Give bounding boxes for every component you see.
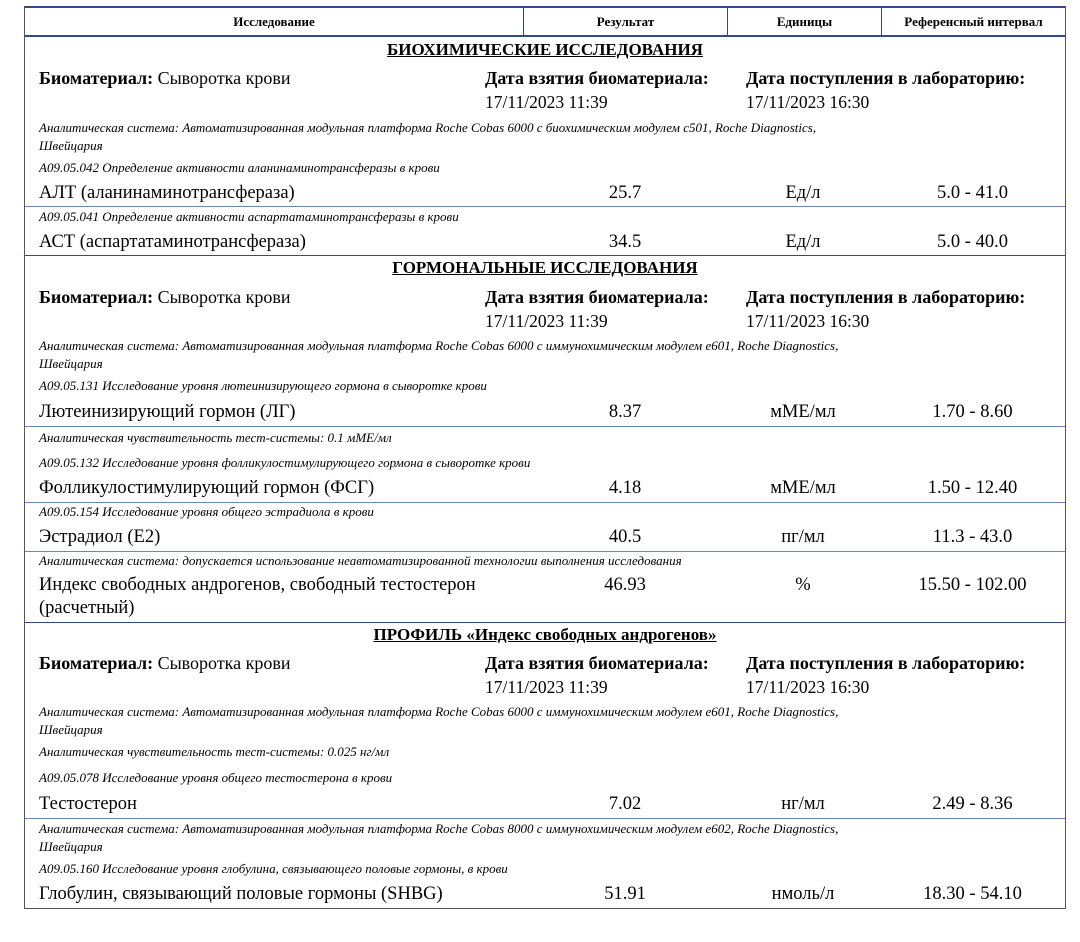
ref-alt: 5.0 - 41.0 <box>937 183 1008 203</box>
row-divider <box>25 551 1065 552</box>
biomaterial-line <box>39 653 291 674</box>
ref-lh: 1.70 - 8.60 <box>932 402 1013 422</box>
test-code: A09.05.160 Исследование уровня глобулина, связывающего половые гормоны, в крови <box>39 861 508 876</box>
ref-fai: 15.50 - 102.00 <box>918 575 1027 595</box>
sensitivity-note: Аналитическая чувствительность тест-системы: 0.1 мМЕ/мл <box>39 430 392 445</box>
test-name-e2: Эстрадиол (Е2) <box>39 527 161 547</box>
test-name-alt: АЛТ (аланинаминотрансфераза) <box>39 183 295 203</box>
ref-testosterone: 2.49 - 8.36 <box>932 794 1013 814</box>
result-fsh: 4.18 <box>608 478 642 498</box>
biomaterial-label: Биоматериал: <box>39 287 154 307</box>
result-alt: 25.7 <box>608 183 642 203</box>
test-name-ast: АСТ (аспартатаминотрансфераза) <box>39 232 306 252</box>
system-note-cont: Швейцария <box>39 839 103 854</box>
biomaterial-line <box>39 68 291 89</box>
result-ast: 34.5 <box>608 232 642 252</box>
date-taken-value: 17/11/2023 11:39 <box>485 311 608 331</box>
test-name-lh: Лютеинизирующий гормон (ЛГ) <box>39 402 296 422</box>
date-received-value: 17/11/2023 16:30 <box>746 92 870 112</box>
units-e2: пг/мл <box>781 527 825 547</box>
test-name-fsh: Фолликулостимулирующий гормон (ФСГ) <box>39 478 375 498</box>
section-title-profile: ПРОФИЛЬ «Индекс свободных андрогенов» <box>373 625 717 644</box>
test-code: A09.05.042 Определение активности аланинаминотрансферазы в крови <box>39 160 440 175</box>
result-fai: 46.93 <box>604 575 646 595</box>
date-received-value: 17/11/2023 16:30 <box>746 311 870 331</box>
units-shbg: нмоль/л <box>771 884 835 904</box>
system-note-cont: Швейцария <box>39 356 103 371</box>
date-taken-label: Дата взятия биоматериала: <box>485 653 709 673</box>
result-shbg: 51.91 <box>604 884 646 904</box>
units-fsh: мМЕ/мл <box>770 478 836 498</box>
units-fai: % <box>795 575 811 595</box>
biomaterial-label: Биоматериал: <box>39 653 154 673</box>
header-result: Результат <box>523 6 727 37</box>
section-title-hormonal: ГОРМОНАЛЬНЫЕ ИССЛЕДОВАНИЯ <box>392 258 698 277</box>
system-note: Аналитическая система: Автоматизированная модульная платформа Roche Cobas 6000 с иммунохимическим модулем e601, Roche Diagnostics, <box>39 704 839 719</box>
date-received-value: 17/11/2023 16:30 <box>746 677 870 697</box>
date-received-label: Дата поступления в лабораторию: <box>746 287 1026 307</box>
ref-ast: 5.0 - 40.0 <box>937 232 1008 252</box>
header-research: Исследование <box>25 6 523 37</box>
biomaterial-line <box>39 287 291 308</box>
ref-e2: 11.3 - 43.0 <box>932 527 1013 547</box>
units-testosterone: нг/мл <box>781 794 825 814</box>
ref-fsh: 1.50 - 12.40 <box>927 478 1018 498</box>
date-received-label: Дата поступления в лабораторию: <box>746 653 1026 673</box>
test-code: A09.05.078 Исследование уровня общего тестостерона в крови <box>39 770 393 785</box>
date-taken-label: Дата взятия биоматериала: <box>485 287 709 307</box>
units-lh: мМЕ/мл <box>770 402 836 422</box>
section-title-biochem: БИОХИМИЧЕСКИЕ ИССЛЕДОВАНИЯ <box>387 40 703 59</box>
ref-shbg: 18.30 - 54.10 <box>923 884 1022 904</box>
row-divider <box>25 502 1065 503</box>
result-lh: 8.37 <box>608 402 642 422</box>
test-code: A09.05.132 Исследование уровня фолликулостимулирующего гормона в сыворотке крови <box>39 455 531 470</box>
biomaterial-value: Сыворотка крови <box>157 653 291 673</box>
units-alt: Ед/л <box>785 183 821 203</box>
test-code: A09.05.154 Исследование уровня общего эстрадиола в крови <box>39 504 374 519</box>
system-note: Аналитическая система: Автоматизированная модульная платформа Roche Cobas 6000 с иммунохимическим модулем e601, Roche Diagnostics, <box>39 338 839 353</box>
row-divider <box>25 818 1065 819</box>
test-code: A09.05.041 Определение активности аспартатаминотрансферазы в крови <box>39 209 459 224</box>
system-note: Аналитическая система: Автоматизированная модульная платформа Roche Cobas 6000 с биохимическим модулем c501, Roche Diagnostics, <box>39 120 817 135</box>
system-note-cont: Швейцария <box>39 722 103 737</box>
test-name-shbg: Глобулин, связывающий половые гормоны (SHBG) <box>39 884 443 904</box>
date-taken-value: 17/11/2023 11:39 <box>485 92 608 112</box>
date-taken-value: 17/11/2023 11:39 <box>485 677 608 697</box>
sensitivity-note: Аналитическая чувствительность тест-системы: 0.025 нг/мл <box>39 744 390 759</box>
test-name-testosterone: Тестостерон <box>39 794 137 814</box>
system-note-cont: Швейцария <box>39 138 103 153</box>
header-units: Единицы <box>727 6 881 37</box>
biomaterial-value: Сыворотка крови <box>157 68 291 88</box>
test-name-fai: Индекс свободных андрогенов, свободный тестостерон <box>39 575 476 595</box>
result-e2: 40.5 <box>608 527 642 547</box>
header-reference: Референсный интервал <box>881 6 1065 37</box>
units-ast: Ед/л <box>785 232 821 252</box>
system-note: Аналитическая система: допускается использование неавтоматизированной технологии выполнения исследования <box>39 553 682 568</box>
date-received-label: Дата поступления в лабораторию: <box>746 68 1026 88</box>
section-divider <box>25 255 1065 256</box>
section-divider <box>25 622 1065 623</box>
date-taken-label: Дата взятия биоматериала: <box>485 68 709 88</box>
biomaterial-value: Сыворотка крови <box>157 287 291 307</box>
system-note: Аналитическая система: Автоматизированная модульная платформа Roche Cobas 8000 с иммунохимическим модулем e602, Roche Diagnostics, <box>39 821 839 836</box>
lab-report <box>24 6 1066 909</box>
test-name-fai-cont: (расчетный) <box>39 598 135 618</box>
row-divider <box>25 426 1065 427</box>
row-divider <box>25 206 1065 207</box>
test-code: A09.05.131 Исследование уровня лютеинизирующего гормона в сыворотке крови <box>39 378 487 393</box>
biomaterial-label: Биоматериал: <box>39 68 154 88</box>
result-testosterone: 7.02 <box>608 794 642 814</box>
